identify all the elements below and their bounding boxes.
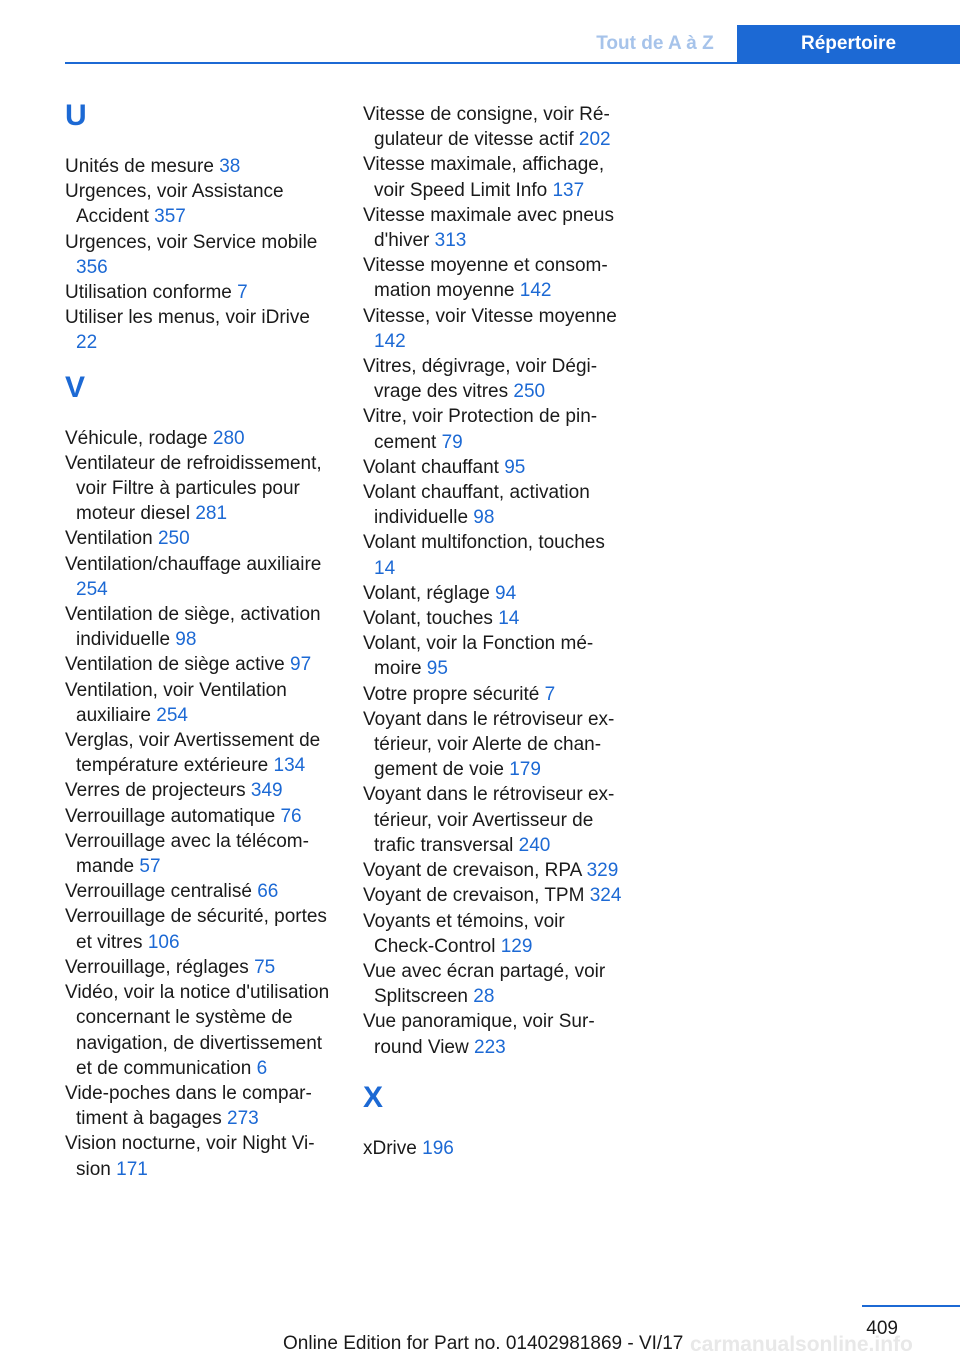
index-entry-text: Véhicule, rodage	[65, 427, 213, 449]
page-reference-link[interactable]: 129	[500, 935, 533, 957]
page-reference-link[interactable]: 94	[495, 582, 517, 604]
index-entry[interactable]	[363, 455, 628, 480]
index-entry[interactable]	[363, 480, 628, 530]
page-reference-link[interactable]: 202	[578, 129, 611, 151]
index-list-v-left	[65, 426, 330, 1182]
index-entry[interactable]	[363, 707, 628, 783]
index-entry-text: Ventilateur de refroidissement, voir Filtre à particules pour moteur diesel	[65, 452, 322, 525]
index-entry-text: Vide-poches dans le compartiment à bagages	[65, 1082, 312, 1130]
index-entry-text: Volant chauffant	[363, 456, 505, 478]
index-entry-text: Volant chauffant, activation individuelle	[363, 482, 590, 529]
page-reference-link[interactable]: 171	[116, 1158, 148, 1180]
index-entry-text: Vitesse maximale, affichage, voir Speed Limit Info	[363, 154, 605, 201]
index-entry-text: Voyants et témoins, voir Check-Control	[363, 910, 565, 957]
index-entry[interactable]	[363, 253, 628, 303]
tab-tout-de-a-a-z[interactable]: Tout de A à Z	[578, 25, 732, 62]
index-entry-text: Vitesse maximale avec pneus d'hiver	[363, 204, 614, 252]
index-entry[interactable]	[363, 606, 628, 631]
index-entry-text: Vitesse moyenne et consommation moyenne	[363, 255, 608, 302]
index-entry[interactable]	[65, 426, 330, 451]
page-reference-link[interactable]: 329	[586, 860, 619, 882]
index-entry[interactable]	[363, 581, 628, 606]
index-entry[interactable]	[363, 304, 628, 354]
page-reference-link[interactable]: 6	[256, 1057, 268, 1079]
index-entry[interactable]	[363, 1009, 628, 1059]
index-entry[interactable]	[65, 526, 330, 551]
index-entry[interactable]	[363, 858, 628, 883]
page-reference-link[interactable]: 254	[76, 578, 108, 600]
index-entry-text: Vitesse, voir Vitesse moyenne	[363, 305, 617, 327]
index-list-u	[65, 154, 330, 356]
tab-repertoire[interactable]: Répertoire	[737, 25, 960, 62]
index-entry[interactable]	[65, 904, 330, 954]
page-reference-link[interactable]: 98	[175, 629, 197, 651]
page-reference-link[interactable]: 142	[374, 330, 406, 352]
index-entry[interactable]	[363, 682, 628, 707]
page-reference-link[interactable]: 349	[250, 780, 283, 802]
index-entry[interactable]	[65, 1081, 330, 1131]
index-entry[interactable]	[65, 980, 330, 1081]
index-entry-text: Voyant dans le rétroviseur extérieur, voir Avertisseur de trafic transversal	[363, 784, 615, 856]
index-entry-text: Ventilation de siège active	[65, 654, 290, 676]
page-reference-link[interactable]: 76	[280, 805, 302, 827]
index-entry-text: Ventilation/chauffage auxiliaire	[65, 553, 322, 575]
index-entry-text: Vitre, voir Protection de pincement	[363, 406, 598, 453]
page-reference-link[interactable]: 106	[147, 931, 180, 953]
index-entry-text: Ventilation	[65, 528, 158, 550]
page-reference-link[interactable]: 250	[157, 528, 190, 550]
footer-divider	[862, 1305, 960, 1307]
index-entry-text: Urgences, voir Assistance Accident	[65, 181, 284, 228]
index-entry[interactable]	[65, 305, 330, 355]
index-entry[interactable]	[65, 955, 330, 980]
index-list-x	[363, 1136, 628, 1161]
index-entry-text: Verrouillage, réglages	[65, 956, 255, 978]
index-entry[interactable]	[65, 451, 330, 527]
index-entry[interactable]	[363, 959, 628, 1009]
page-reference-link[interactable]: 142	[519, 280, 552, 302]
page-reference-link[interactable]: 66	[257, 881, 279, 903]
page-reference-link[interactable]: 75	[254, 956, 276, 978]
index-entry-text: Urgences, voir Service mobile	[65, 231, 318, 253]
index-entry[interactable]	[363, 782, 628, 858]
index-entry[interactable]	[65, 602, 330, 652]
index-entry[interactable]	[363, 883, 628, 908]
index-entry[interactable]	[363, 203, 628, 253]
index-entry[interactable]	[65, 652, 330, 677]
page-reference-link[interactable]: 14	[374, 557, 396, 579]
index-entry-text: xDrive	[363, 1137, 423, 1159]
index-entry[interactable]	[65, 154, 330, 179]
index-entry-text: Vision nocturne, voir Night Vision	[65, 1133, 315, 1180]
page-reference-link[interactable]: 28	[473, 986, 495, 1008]
index-entry[interactable]	[363, 102, 628, 152]
page-reference-link[interactable]: 196	[422, 1137, 454, 1159]
index-entry[interactable]	[65, 1131, 330, 1181]
index-entry-text: Voyant de crevaison, TPM	[363, 885, 590, 907]
page-reference-link[interactable]: 95	[504, 456, 526, 478]
page-reference-link[interactable]: 22	[76, 332, 98, 354]
index-entry-text: Verrouillage avec la télécommande	[65, 830, 309, 878]
index-letter-v: V	[65, 370, 86, 404]
page-reference-link[interactable]: 313	[434, 230, 467, 252]
page-reference-link[interactable]: 97	[290, 654, 312, 676]
page-reference-link[interactable]: 14	[498, 608, 520, 630]
index-entry-text: Vue panoramique, voir Surround View	[363, 1011, 595, 1058]
page-reference-link[interactable]: 250	[513, 381, 546, 403]
page-reference-link[interactable]: 38	[219, 156, 241, 177]
index-entry-text: Vitesse de consigne, voir Régulateur de vitesse actif	[363, 104, 610, 151]
page-reference-link[interactable]: 57	[139, 856, 161, 878]
index-entry-text: Verrouillage de sécurité, portes et vitres	[65, 906, 327, 953]
page-reference-link[interactable]: 137	[552, 179, 585, 201]
index-entry[interactable]	[65, 230, 330, 280]
index-entry[interactable]	[65, 552, 330, 602]
page-reference-link[interactable]: 357	[154, 206, 186, 228]
index-entry[interactable]	[363, 909, 628, 959]
index-entry-text: Volant multifonction, touches	[363, 532, 605, 554]
index-entry-text: Volant, réglage	[363, 582, 496, 604]
index-column-right	[363, 102, 628, 1161]
page-reference-link[interactable]: 223	[474, 1036, 506, 1058]
index-entry-text: Verrouillage automatique	[65, 805, 281, 827]
index-entry[interactable]	[363, 530, 628, 580]
index-entry[interactable]	[65, 678, 330, 728]
index-entry-text: Ventilation, voir Ventilation auxiliaire	[65, 679, 287, 726]
page-reference-link[interactable]: 7	[237, 282, 248, 304]
index-entry[interactable]	[65, 778, 330, 803]
index-entry-text: Volant, voir la Fonction mémoire	[363, 633, 594, 680]
page-reference-link[interactable]: 134	[273, 755, 306, 777]
index-entry[interactable]	[65, 804, 330, 829]
index-entry-text: Vidéo, voir la notice d'utilisation concernant le système de navigation, de divertissement et de communication	[65, 982, 330, 1079]
page-reference-link[interactable]: 281	[195, 503, 228, 525]
index-entry[interactable]	[363, 152, 628, 202]
index-entry-text: Verglas, voir Avertissement de température extérieure	[65, 730, 321, 777]
index-entry[interactable]	[65, 280, 330, 305]
page-reference-link[interactable]: 280	[212, 427, 245, 449]
watermark: carmanualsonline.info	[690, 1333, 913, 1356]
page-reference-link[interactable]: 240	[518, 834, 551, 856]
page-reference-link[interactable]: 79	[441, 431, 463, 453]
index-entry[interactable]	[363, 404, 628, 454]
index-entry[interactable]	[65, 179, 330, 229]
index-entry[interactable]	[363, 631, 628, 681]
index-entry[interactable]	[65, 829, 330, 879]
index-entry-text: Verrouillage centralisé	[65, 881, 258, 903]
index-entry-text: Utilisation conforme	[65, 282, 238, 304]
index-entry[interactable]	[65, 879, 330, 904]
index-entry-text: Volant, touches	[363, 608, 499, 630]
index-entry-text: Unités de mesure	[65, 156, 220, 177]
header-divider	[65, 62, 960, 64]
index-letter-u: U	[65, 99, 87, 132]
index-column-left	[65, 96, 330, 1182]
page-reference-link[interactable]: 324	[589, 885, 622, 907]
page-reference-link[interactable]: 356	[76, 256, 108, 278]
index-letter-x: X	[363, 1080, 384, 1114]
page-reference-link[interactable]: 7	[544, 683, 556, 705]
page-number: 409	[866, 1318, 898, 1339]
index-entry[interactable]	[363, 1136, 628, 1161]
index-entry-text: Utiliser les menus, voir iDrive	[65, 307, 310, 329]
index-entry-text: Vitres, dégivrage, voir Dégivrage des vitres	[363, 356, 598, 403]
page-reference-link[interactable]: 98	[473, 507, 495, 529]
index-entry-text: Voyant de crevaison, RPA	[363, 860, 587, 882]
index-entry[interactable]	[65, 728, 330, 778]
page-reference-link[interactable]: 273	[227, 1108, 259, 1130]
index-entry-text: Verres de projecteurs	[65, 780, 251, 802]
index-entry-text: Ventilation de siège, activation individuelle	[65, 604, 321, 651]
index-entry[interactable]	[363, 354, 628, 404]
page-reference-link[interactable]: 254	[156, 704, 188, 726]
edition-note: Online Edition for Part no. 01402981869 - VI/17	[283, 1333, 684, 1354]
index-entry-text: Votre propre sécurité	[363, 683, 545, 705]
index-list-v-right	[363, 102, 628, 1060]
page-reference-link[interactable]: 95	[426, 658, 448, 680]
page-reference-link[interactable]: 179	[509, 759, 541, 781]
index-entry-text: Voyant dans le rétroviseur extérieur, voir Alerte de changement de voie	[363, 708, 615, 781]
index-entry-text: Vue avec écran partagé, voir Splitscreen	[363, 960, 606, 1008]
